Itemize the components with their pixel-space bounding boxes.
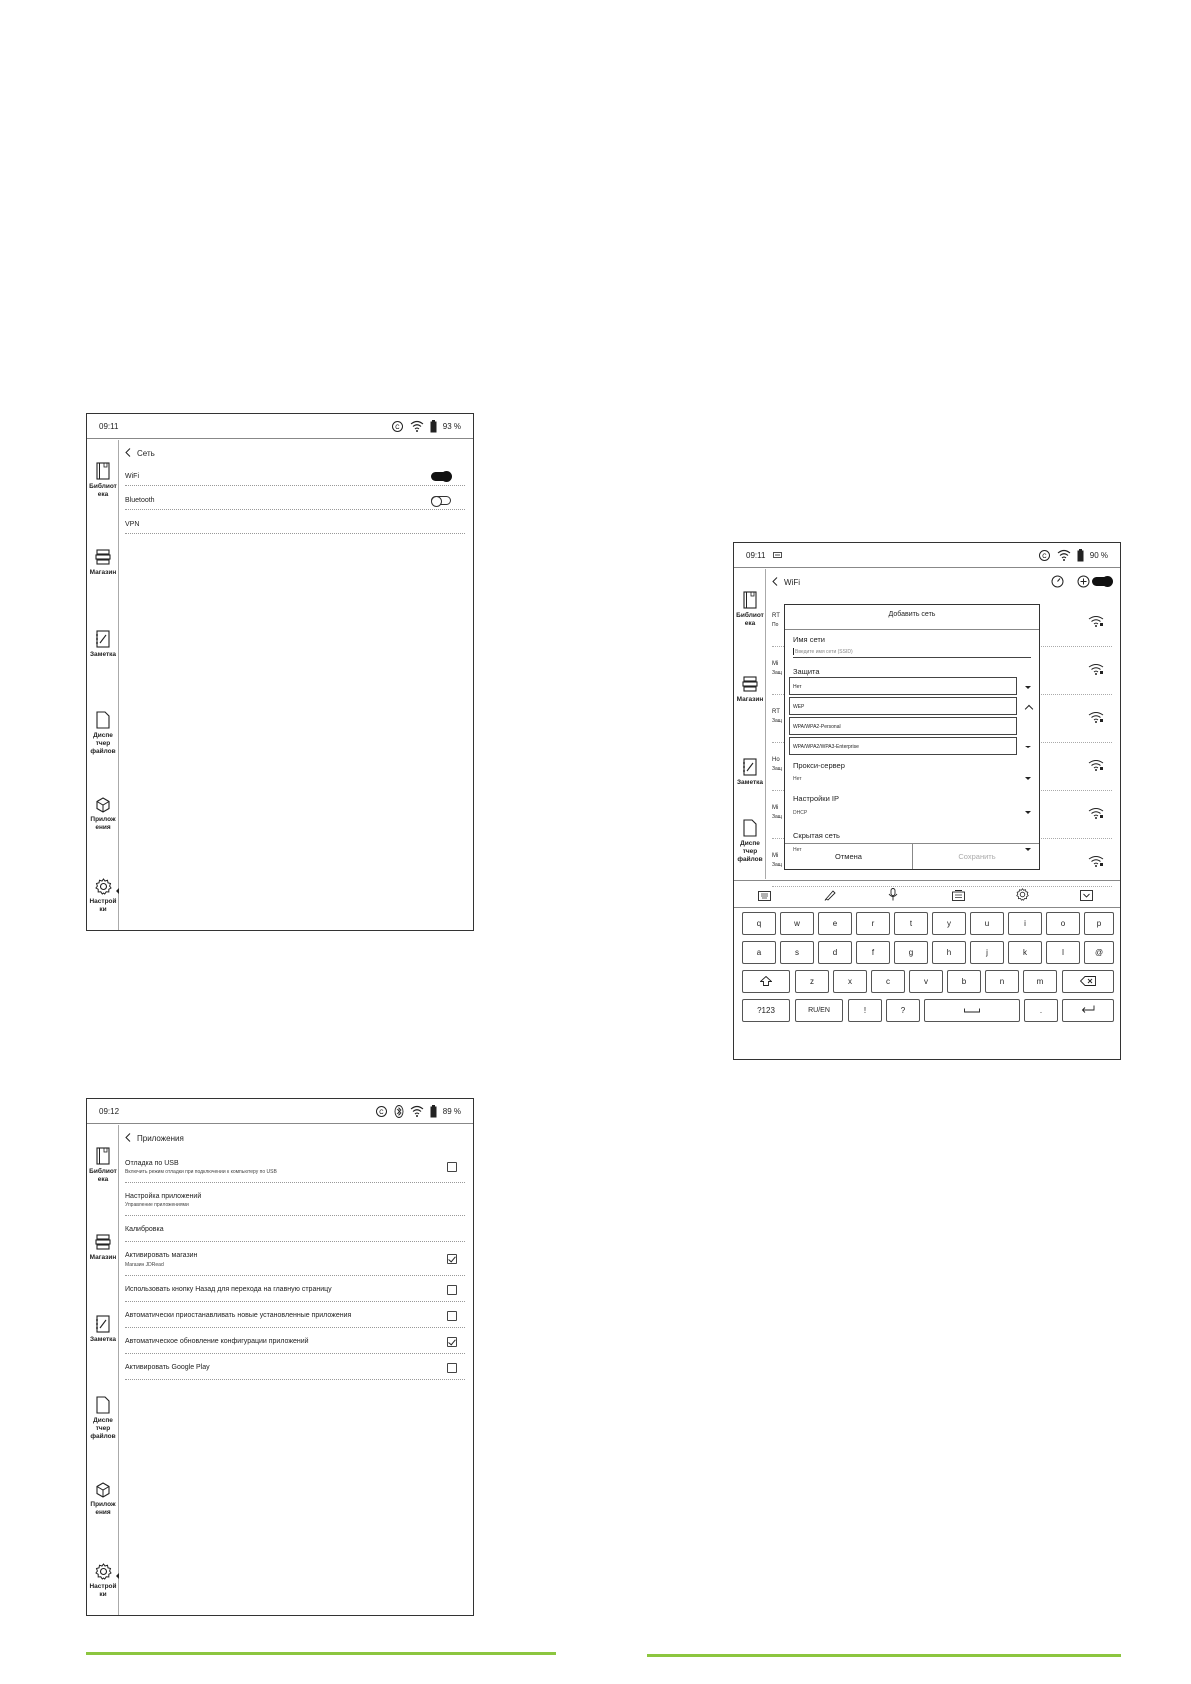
space-key[interactable] [924, 999, 1020, 1022]
sidebar-item-label: Диспе тчер файлов [90, 1417, 116, 1440]
key[interactable]: n [985, 970, 1019, 993]
network-name: RT [772, 709, 780, 715]
status-bar [87, 1099, 473, 1124]
google-play-row[interactable] [125, 1356, 465, 1380]
network-status: По [772, 622, 779, 628]
activate-store-row[interactable] [125, 1244, 465, 1276]
shift-icon [760, 976, 772, 988]
sidebar-item-library[interactable] [87, 1147, 119, 1184]
battery-icon [1077, 549, 1084, 562]
key[interactable]: a [742, 941, 776, 964]
proxy-value[interactable]: Нет [793, 776, 802, 782]
backspace-key[interactable] [1062, 970, 1114, 993]
library-icon [87, 1147, 119, 1165]
key[interactable]: m [1023, 970, 1057, 993]
sync-icon[interactable] [391, 420, 404, 433]
apps-settings-screen [86, 1098, 474, 1616]
sidebar-item-file-manager[interactable] [87, 1396, 119, 1441]
gear-icon[interactable] [1016, 888, 1029, 906]
key[interactable]: ! [848, 999, 882, 1022]
wifi-screen [733, 542, 1121, 1060]
app-settings-row[interactable] [125, 1185, 465, 1216]
page-title: Сеть [137, 449, 155, 458]
sidebar-item-file-manager[interactable] [734, 819, 766, 864]
wifi-toggle[interactable] [1092, 577, 1112, 586]
cancel-button[interactable]: Отмена [785, 843, 913, 869]
content-area [125, 1125, 465, 1615]
sidebar-item-label: Магазин [736, 696, 764, 703]
active-indicator [116, 888, 119, 894]
key[interactable]: s [780, 941, 814, 964]
chevron-down-icon[interactable] [1025, 686, 1031, 689]
key[interactable]: r [856, 912, 890, 935]
ssid-label: Имя сети [793, 635, 825, 644]
save-button[interactable]: Сохранить [958, 851, 996, 861]
note-icon [87, 1315, 119, 1333]
back-button[interactable] [125, 1133, 184, 1144]
sidebar-item-label: Библиот ека [89, 1168, 117, 1183]
network-status: Защ [772, 766, 782, 772]
file-manager-icon [87, 711, 119, 729]
divider [785, 629, 1039, 630]
store-icon [87, 1233, 119, 1251]
svg-text:C: C [378, 1109, 384, 1116]
key[interactable]: f [856, 941, 890, 964]
key[interactable]: i [1008, 912, 1042, 935]
apps-icon [87, 1482, 119, 1498]
sidebar [87, 1125, 119, 1615]
keyboard-icon[interactable] [758, 888, 771, 906]
back-to-home-checkbox[interactable] [447, 1285, 457, 1295]
network-name: RT [772, 613, 780, 619]
handwriting-icon[interactable] [824, 888, 837, 906]
battery-icon [430, 1105, 437, 1118]
clipboard-icon[interactable] [952, 888, 965, 906]
sidebar-item-note[interactable] [87, 1315, 119, 1344]
network-settings-screen [86, 413, 474, 931]
network-name: Но [772, 757, 780, 763]
dialog-title: Добавить сеть [888, 611, 936, 618]
status-time: 09:12 [99, 1106, 120, 1116]
activate-store-checkbox[interactable] [447, 1254, 457, 1264]
wifi-icon[interactable] [410, 1105, 424, 1117]
key[interactable]: g [894, 941, 928, 964]
status-time: 09:11 [746, 550, 766, 560]
vpn-row[interactable] [125, 514, 465, 534]
keyboard-indicator-icon [773, 552, 782, 558]
chevron-down-icon[interactable] [1025, 811, 1031, 814]
bluetooth-row[interactable] [125, 490, 465, 510]
key[interactable]: d [818, 941, 852, 964]
chevron-down-icon[interactable] [1025, 777, 1031, 780]
wifi-icon[interactable] [410, 420, 424, 432]
auto-suspend-row[interactable] [125, 1304, 465, 1328]
content-area [125, 440, 465, 930]
key[interactable]: l [1046, 941, 1080, 964]
sidebar-item-label: Заметка [89, 651, 117, 658]
sidebar-item-store[interactable] [734, 675, 766, 704]
network-name: Mi [772, 805, 779, 811]
wifi-icon[interactable] [1057, 549, 1071, 561]
auto-update-config-row[interactable] [125, 1330, 465, 1354]
sidebar-item-note[interactable] [87, 630, 119, 659]
key[interactable]: e [818, 912, 852, 935]
ip-settings-value[interactable]: DHCP [793, 810, 808, 816]
status-time: 09:11 [99, 421, 119, 431]
key[interactable]: . [1024, 999, 1058, 1022]
sidebar-item-label: Диспе тчер файлов [737, 840, 763, 863]
key[interactable]: p [1084, 912, 1114, 935]
symbols-key[interactable]: ?123 [742, 999, 790, 1022]
key[interactable]: t [894, 912, 928, 935]
security-option[interactable]: WPA/WPA2-Personal [789, 717, 1017, 735]
key[interactable]: o [1046, 912, 1080, 935]
keyboard-toolbar [734, 880, 1120, 908]
sidebar-item-label: Диспе тчер файлов [90, 732, 116, 755]
status-bar [87, 414, 473, 439]
usb-debug-checkbox[interactable] [447, 1162, 457, 1172]
auto-suspend-checkbox[interactable] [447, 1311, 457, 1321]
add-network-dialog [784, 604, 1040, 870]
key[interactable]: c [871, 970, 905, 993]
hidden-network-value[interactable]: Нет [793, 847, 802, 853]
row-label: Активировать магазин [125, 1252, 198, 1259]
sync-icon[interactable] [375, 1105, 388, 1118]
speed-test-icon[interactable] [1051, 575, 1064, 593]
sidebar-item-library[interactable] [734, 591, 766, 628]
page-divider-right [647, 1654, 1121, 1657]
library-icon [87, 462, 119, 480]
sidebar-item-label: Прилож ения [90, 816, 116, 831]
sidebar-item-label: Настрой ки [89, 898, 117, 913]
sidebar-item-settings[interactable] [87, 878, 119, 914]
add-network-icon[interactable] [1077, 575, 1090, 593]
security-option[interactable]: Нет [789, 677, 1017, 695]
key[interactable]: ? [886, 999, 920, 1022]
row-label: Активировать Google Play [125, 1364, 210, 1371]
apps-icon [87, 797, 119, 813]
hidden-network-label: Скрытая сеть [793, 831, 840, 840]
file-manager-icon [734, 819, 766, 837]
wifi-toggle[interactable] [431, 472, 451, 481]
page-title: Приложения [137, 1134, 184, 1143]
network-status: Защ [772, 814, 782, 820]
key[interactable]: j [970, 941, 1004, 964]
network-status: Защ [772, 718, 782, 724]
chevron-left-icon [125, 1133, 131, 1144]
chevron-down-icon[interactable] [1025, 746, 1031, 748]
enter-key[interactable] [1062, 999, 1114, 1022]
row-label: VPN [125, 521, 140, 528]
hide-keyboard-icon[interactable] [1080, 888, 1093, 906]
chevron-left-icon [125, 448, 131, 459]
space-icon [964, 1006, 980, 1015]
row-label: Отладка по USB [125, 1160, 179, 1167]
chevron-left-icon [772, 577, 778, 588]
gear-icon [87, 878, 119, 895]
auto-update-config-checkbox[interactable] [447, 1337, 457, 1347]
gear-icon [87, 1563, 119, 1580]
battery-icon [430, 420, 437, 433]
row-label: Использовать кнопку Назад для перехода на главную страницу [125, 1286, 332, 1293]
sidebar-item-store[interactable] [87, 1233, 119, 1262]
library-icon [734, 591, 766, 609]
key[interactable]: u [970, 912, 1004, 935]
chevron-up-icon[interactable] [1025, 705, 1033, 713]
key[interactable]: y [932, 912, 966, 935]
key[interactable]: q [742, 912, 776, 935]
sync-icon[interactable] [1038, 549, 1051, 562]
key[interactable]: b [947, 970, 981, 993]
page-divider-left [86, 1652, 556, 1655]
back-button[interactable] [772, 577, 800, 588]
key[interactable]: @ [1084, 941, 1114, 964]
back-button[interactable] [125, 448, 155, 459]
wifi-row[interactable] [125, 466, 465, 486]
security-option[interactable]: WEP [789, 697, 1017, 715]
key[interactable]: w [780, 912, 814, 935]
bluetooth-toggle[interactable] [431, 496, 451, 505]
sidebar-item-label: Заметка [89, 1336, 117, 1343]
row-label: Настройка приложений [125, 1193, 202, 1200]
security-option[interactable]: WPA/WPA2/WPA3-Enterprise [789, 737, 1017, 755]
svg-text:C: C [1041, 553, 1047, 560]
sidebar-item-apps[interactable] [87, 797, 119, 832]
shift-key[interactable] [742, 970, 790, 993]
row-sub: Включить режим отладки при подключении к компьютеру по USB [125, 1169, 277, 1175]
battery-level: 89 % [442, 1106, 461, 1116]
sidebar-item-apps[interactable] [87, 1482, 119, 1517]
svg-text:C: C [394, 424, 400, 431]
google-play-checkbox[interactable] [447, 1363, 457, 1373]
sidebar-item-note[interactable] [734, 758, 766, 787]
backspace-icon [1080, 976, 1096, 988]
page-title: WiFi [784, 578, 800, 587]
key[interactable]: h [932, 941, 966, 964]
network-name: Mi [772, 853, 779, 859]
key[interactable]: x [833, 970, 867, 993]
note-icon [87, 630, 119, 648]
back-to-home-row[interactable] [125, 1278, 465, 1302]
sidebar-item-library[interactable] [87, 462, 119, 499]
bluetooth-icon[interactable] [394, 1105, 404, 1118]
store-icon [87, 548, 119, 566]
network-name: Mi [772, 661, 779, 667]
file-manager-icon [87, 1396, 119, 1414]
sidebar-item-label: Библиот ека [736, 612, 764, 627]
calibration-row[interactable] [125, 1218, 465, 1242]
sidebar-item-file-manager[interactable] [87, 711, 119, 756]
key[interactable]: k [1008, 941, 1042, 964]
enter-icon [1081, 1005, 1095, 1016]
ip-settings-label: Настройки IP [793, 794, 839, 803]
usb-debug-row[interactable] [125, 1152, 465, 1183]
sidebar-item-store[interactable] [87, 548, 119, 577]
sidebar-item-label: Магазин [89, 1254, 117, 1261]
sidebar-item-label: Настрой ки [89, 1583, 117, 1598]
row-sub: Управление приложениями [125, 1202, 189, 1208]
proxy-label: Прокси-сервер [793, 761, 845, 770]
on-screen-keyboard [738, 912, 1116, 1055]
row-label: Автоматическое обновление конфигурации приложений [125, 1338, 309, 1345]
note-icon [734, 758, 766, 776]
row-label: Калибровка [125, 1226, 164, 1233]
key[interactable]: v [909, 970, 943, 993]
row-sub: Магазин JDRead [125, 1262, 164, 1268]
language-key[interactable]: RU/EN [795, 999, 843, 1022]
network-status: Защ [772, 670, 782, 676]
key[interactable]: z [795, 970, 829, 993]
row-label: WiFi [125, 473, 139, 480]
row-label: Bluetooth [125, 497, 155, 504]
active-indicator [116, 1573, 119, 1579]
battery-level: 90 % [1089, 550, 1108, 560]
sidebar-item-settings[interactable] [87, 1563, 119, 1599]
network-status: Защ [772, 862, 782, 868]
battery-level: 93 % [442, 421, 461, 431]
status-bar [734, 543, 1120, 568]
sidebar-item-label: Прилож ения [90, 1501, 116, 1516]
security-label: Защита [793, 667, 820, 676]
sidebar-item-label: Библиот ека [89, 483, 117, 498]
sidebar [734, 569, 766, 879]
sidebar-item-label: Магазин [89, 569, 117, 576]
sidebar-item-label: Заметка [736, 779, 764, 786]
row-label: Автоматически приостанавливать новые установленные приложения [125, 1312, 352, 1319]
sidebar [87, 440, 119, 930]
ssid-input[interactable]: Введите имя сети (SSID) [793, 648, 1031, 658]
store-icon [734, 675, 766, 693]
microphone-icon[interactable] [888, 888, 898, 906]
